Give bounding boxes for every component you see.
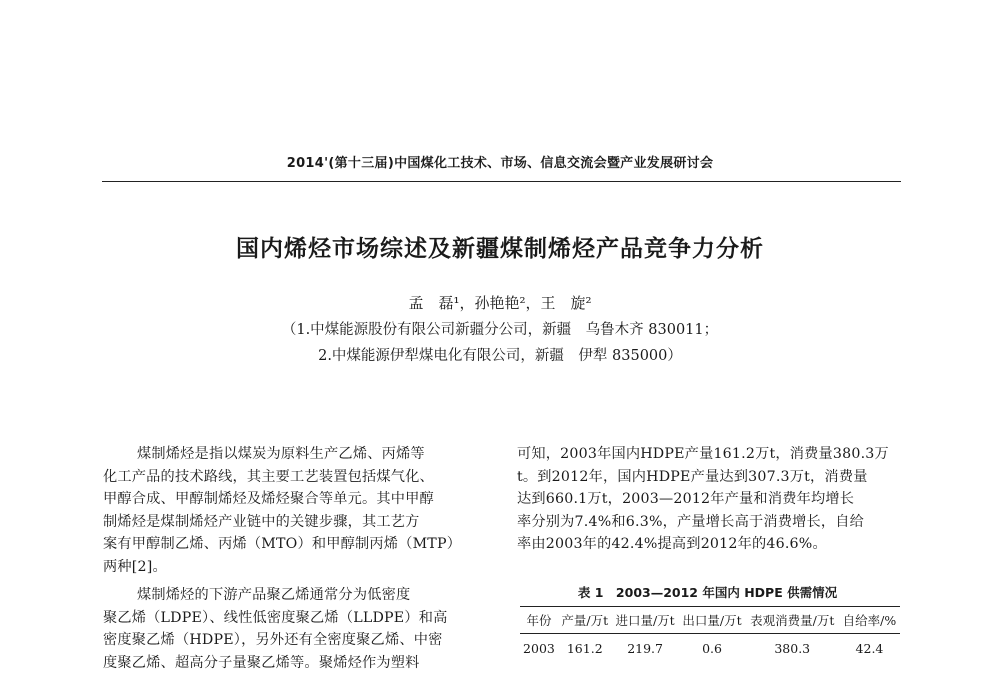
text-line: 率由2003年的42.4%提高到2012年的46.6%。	[517, 536, 827, 552]
text-line: 煤制烯烃是指以煤炭为原料生产乙烯、丙烯等	[137, 446, 425, 462]
cell-consumption: 380.3	[774, 641, 811, 656]
col-header-year: 年份	[526, 613, 552, 628]
cell-self-sufficiency: 42.4	[855, 641, 884, 656]
left-column	[103, 443, 483, 674]
affiliation-1: （1.中煤能源股份有限公司新疆分公司，新疆 乌鲁木齐 830011；	[281, 322, 719, 338]
text-line: 化工产品的技术路线，其主要工艺装置包括煤气化、	[103, 468, 434, 485]
cell-output: 161.2	[566, 641, 603, 656]
table-row	[520, 634, 900, 660]
text-line: 度聚乙烯、超高分子量聚乙烯等。聚烯烃作为塑料	[103, 654, 420, 671]
col-header-self-sufficiency: 自给率/%	[842, 613, 897, 628]
text-line: 甲醇合成、甲醇制烯烃及烯烃聚合等单元。其中甲醇	[103, 491, 434, 507]
text-line: 率分别为7.4%和6.3%，产量增长高于消费增长，自给	[517, 513, 865, 530]
article-title: 国内烯烃市场综述及新疆煤制烯烃产品竞争力分析	[236, 236, 764, 262]
text-line: 两种[2]。	[103, 558, 167, 575]
table-header-row	[520, 607, 900, 634]
col-header-import: 进口量/万t	[615, 613, 675, 628]
col-header-export: 出口量/万t	[682, 613, 742, 628]
right-column	[517, 443, 902, 556]
author-list	[0, 292, 1000, 365]
text-line: t。到2012年，国内HDPE产量达到307.3万t，消费量	[517, 468, 868, 485]
text-line: 聚乙烯（LDPE）、线性低密度聚乙烯（LLDPE）和高	[103, 609, 448, 626]
text-line: 可知，2003年国内HDPE产量161.2万t，消费量380.3万	[517, 446, 889, 462]
conference-header: 2014'(第十三届)中国煤化工技术、市场、信息交流会暨产业发展研讨会	[286, 156, 714, 171]
col-header-output: 产量/万t	[561, 613, 609, 628]
text-line: 制烯烃是煤制烯烃产业链中的关键步骤，其工艺方	[103, 513, 420, 530]
affiliation-2: 2.中煤能源伊犁煤电化有限公司，新疆 伊犁 835000）	[318, 348, 682, 364]
text-line: 达到660.1万t，2003—2012年产量和消费年均增长	[517, 491, 855, 507]
text-line: 案有甲醇制乙烯、丙烯（MTO）和甲醇制丙烯（MTP）	[103, 536, 462, 552]
cell-import: 219.7	[627, 641, 663, 656]
header-rule	[102, 181, 901, 182]
cell-export: 0.6	[702, 641, 722, 656]
text-line: 密度聚乙烯（HDPE），另外还有全密度聚乙烯、中密	[103, 632, 443, 648]
supply-demand-table	[520, 606, 900, 659]
authors-line: 孟 磊¹，孙艳艳²，王 旋²	[408, 294, 592, 312]
text-line: 煤制烯烃的下游产品聚乙烯通常分为低密度	[137, 587, 411, 603]
table-caption: 表 1 2003—2012 年国内 HDPE 供需情况	[577, 585, 838, 600]
col-header-consumption: 表观消费量/万t	[750, 613, 835, 628]
cell-year: 2003	[523, 641, 555, 656]
